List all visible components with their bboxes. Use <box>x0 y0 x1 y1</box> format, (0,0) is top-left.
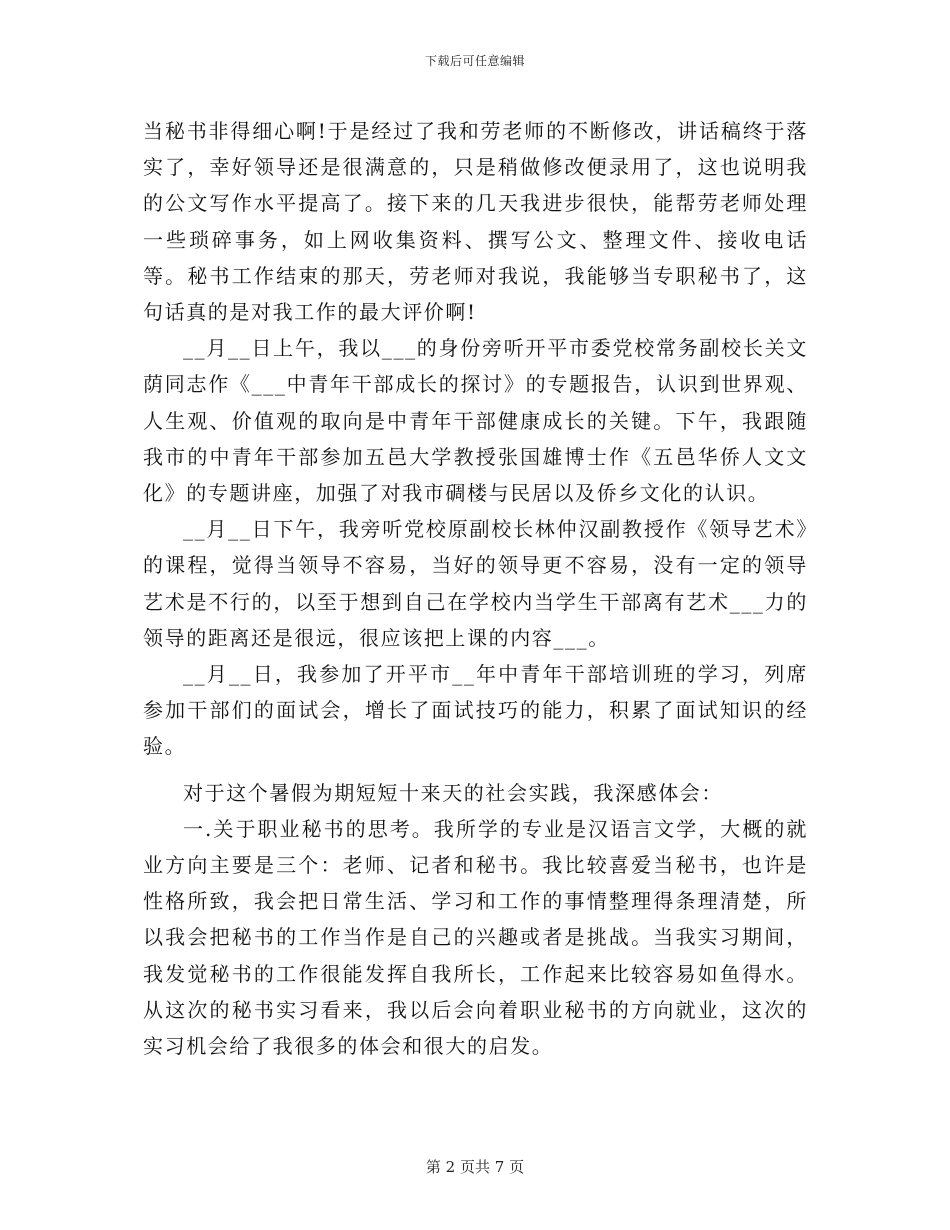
document-body <box>143 113 808 1064</box>
paragraph-continuation: 当秘书非得细心啊!于是经过了我和劳老师的不断修改，讲话稿终于落实了，幸好领导还是很满意的，只是稍做修改便录用了，这也说明我的公文写作水平提高了。接下来的几天我进步很快，能帮劳老师处理一些琐碎事务，如上网收集资料、撰写公文、整理文件、接收电话等。秘书工作结束的那天，劳老师对我说，我能够当专职秘书了，这句话真的是对我工作的最大评价啊! <box>143 119 808 325</box>
page-header: 下载后可任意编辑 <box>424 54 525 68</box>
page-number: 第 2 页共 7 页 <box>425 1158 525 1176</box>
paragraph-reflection-intro: 对于这个暑假为期短短十来天的社会实践，我深感体会： <box>183 780 723 805</box>
paragraph-training-class: __月__日，我参加了开平市__年中青年干部培训班的学习，列席参加干部们的面试会，增长了面试技巧的能力，积累了面试知识的经验。 <box>143 662 808 759</box>
paragraph-party-school-lecture: __月__日上午，我以___的身份旁听开平市委党校常务副校长关文荫同志作《___中青年干部成长的探讨》的专题报告，认识到世界观、人生观、价值观的取向是中青年干部健康成长的关键。下午，我跟随我市的中青年干部参加五邑大学教授张国雄博士作《五邑华侨人文文化》的专题讲座，加强了对我市碉楼与民居以及侨乡文化的认识。 <box>143 336 808 506</box>
paragraph-secretary-career: 一.关于职业秘书的思考。我所学的专业是汉语言文学，大概的就业方向主要是三个：老师、记者和秘书。我比较喜爱当秘书，也许是性格所致，我会把日常生活、学习和工作的事情整理得条理清楚，所以我会把秘书的工作当作是自己的兴趣或者是挑战。当我实习期间，我发觉秘书的工作很能发挥自我所长，工作起来比较容易如鱼得水。从这次的秘书实习看来，我以后会向着职业秘书的方向就业，这次的实习机会给了我很多的体会和很大的启发。 <box>143 816 808 1059</box>
paragraph-leadership-course: __月__日下午，我旁听党校原副校长林仲汉副教授作《领导艺术》的课程，觉得当领导不容易，当好的领导更不容易，没有一定的领导艺术是不行的，以至于想到自己在学校内当学生干部离有艺术___力的领导的距离还是很远，很应该把上课的内容___。 <box>143 517 808 650</box>
